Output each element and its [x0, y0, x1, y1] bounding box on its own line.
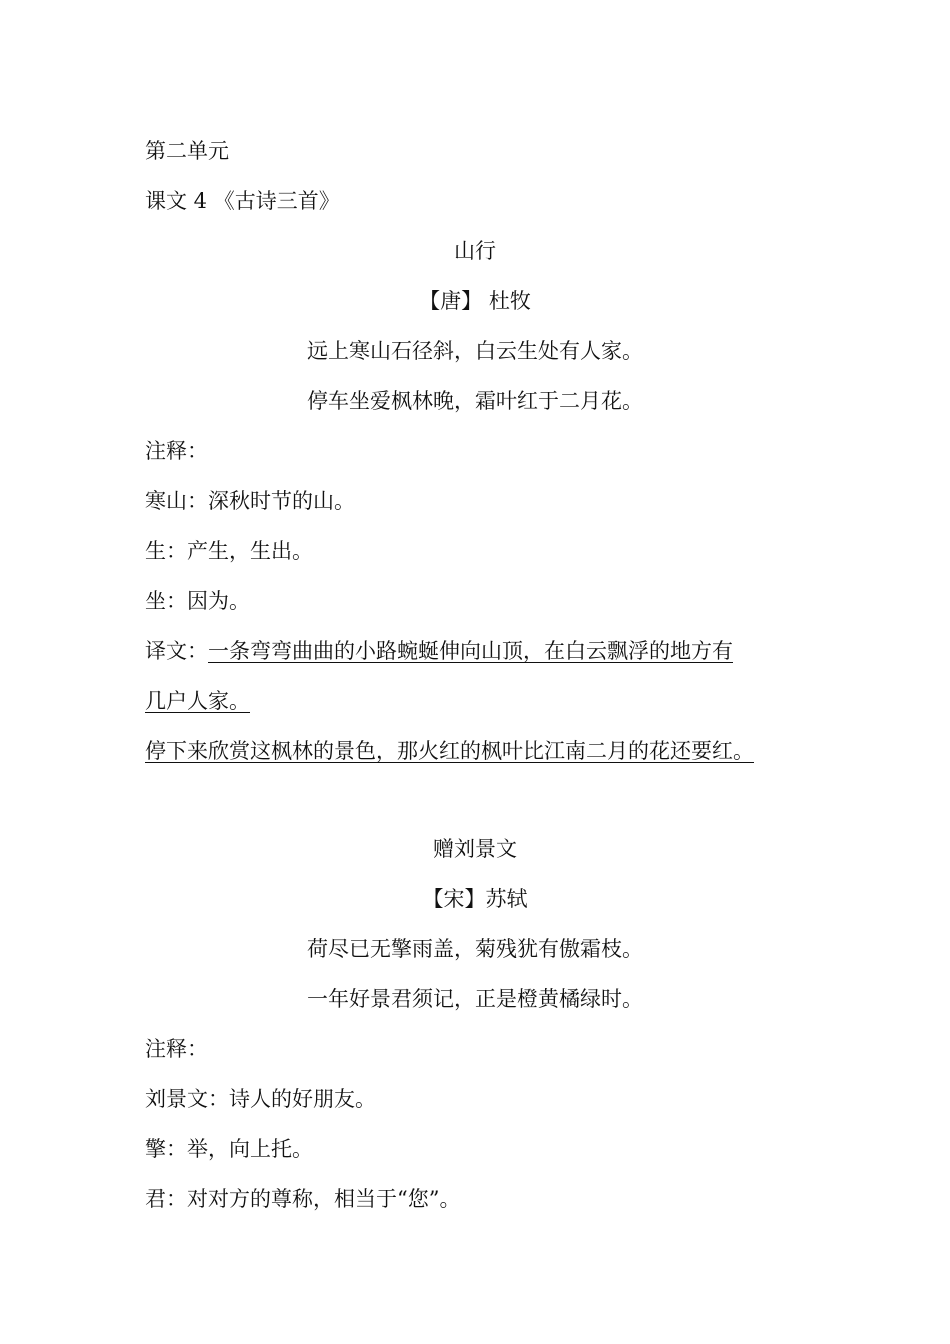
unit-heading: 第二单元 [145, 139, 229, 163]
poem2-author: 【宋】苏轼 [422, 887, 528, 911]
poem1-line-1: 远上寒山石径斜，白云生处有人家。 [307, 339, 643, 363]
poem1-translation-label: 译文： [145, 639, 208, 663]
poem1-translation-line-1 [145, 636, 733, 666]
poem1-translation-text-2: 几户人家。 [145, 689, 250, 713]
poem2-title: 赠刘景文 [433, 837, 517, 861]
lesson-heading: 课文 4 《古诗三首》 [145, 189, 340, 213]
poem1-notes-label: 注释： [145, 439, 208, 463]
poem1-author: 【唐】 杜牧 [419, 289, 531, 313]
poem1-translation-line-3 [145, 736, 754, 766]
poem1-translation-text-3: 停下来欣赏这枫林的景色，那火红的枫叶比江南二月的花还要红。 [145, 739, 754, 763]
poem2-note-2: 擎：举，向上托。 [145, 1137, 313, 1161]
poem2-note-1: 刘景文：诗人的好朋友。 [145, 1087, 376, 1111]
poem1-line-2: 停车坐爱枫林晚，霜叶红于二月花。 [307, 389, 643, 413]
poem1-note-3: 坐：因为。 [145, 589, 250, 613]
poem1-title: 山行 [454, 239, 496, 263]
poem1-translation-text-1: 一条弯弯曲曲的小路蜿蜒伸向山顶，在白云飘浮的地方有 [208, 639, 733, 663]
poem1-translation-line-2 [145, 686, 250, 716]
poem1-note-1: 寒山：深秋时节的山。 [145, 489, 355, 513]
poem1-note-2: 生：产生，生出。 [145, 539, 313, 563]
poem2-notes-label: 注释： [145, 1037, 208, 1061]
poem2-line-2: 一年好景君须记，正是橙黄橘绿时。 [307, 987, 643, 1011]
poem2-note-3: 君：对对方的尊称，相当于“您”。 [145, 1187, 461, 1211]
poem2-line-1: 荷尽已无擎雨盖，菊残犹有傲霜枝。 [307, 937, 643, 961]
